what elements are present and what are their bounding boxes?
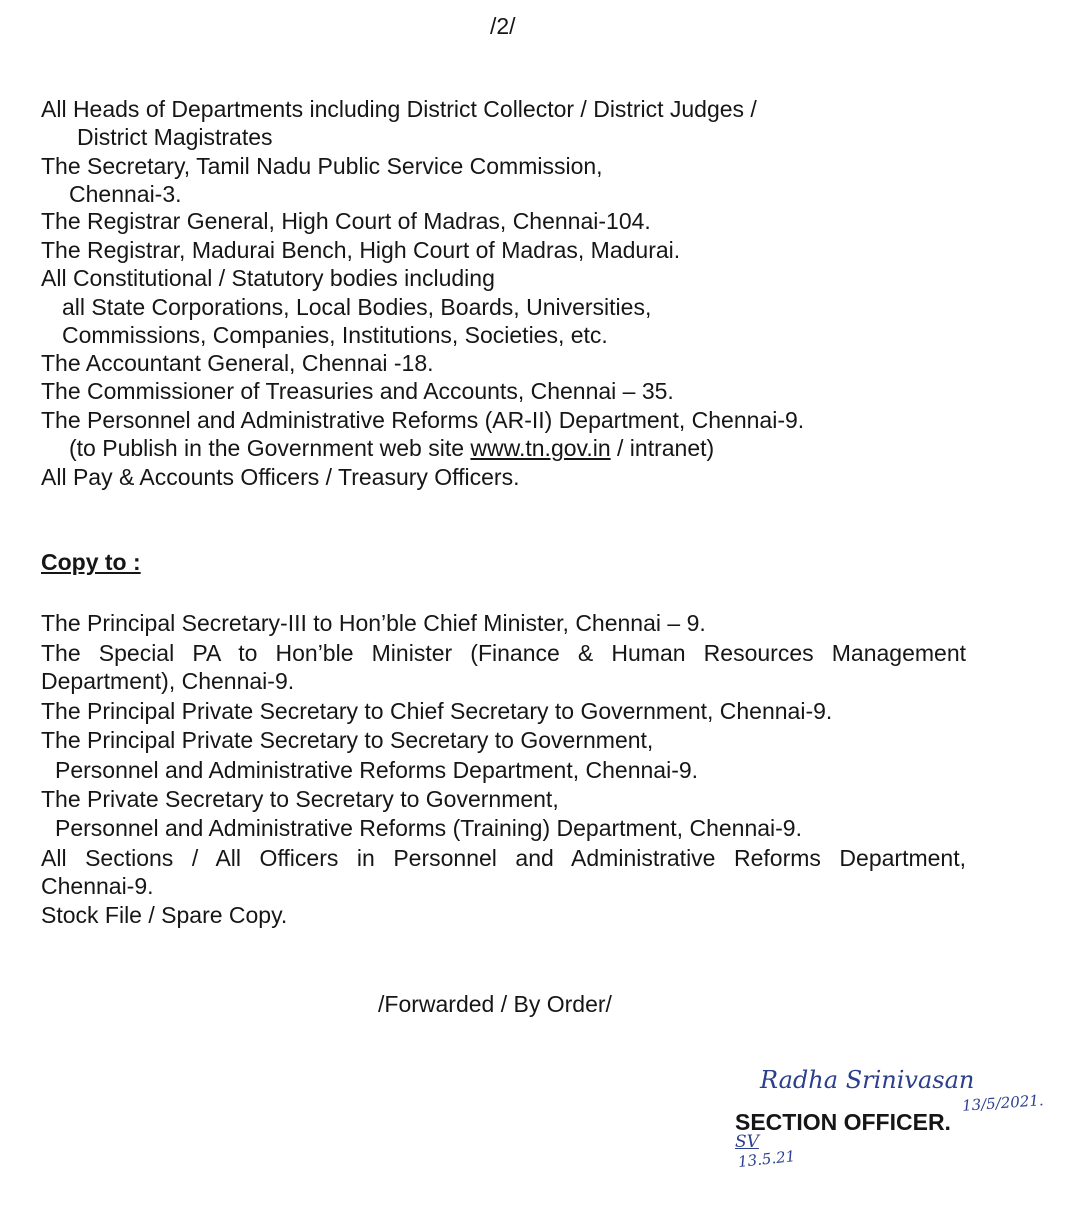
- copy-to-heading: Copy to :: [41, 549, 141, 575]
- handwritten-signature: Radha Srinivasan: [760, 1066, 975, 1094]
- address-line: The Commissioner of Treasuries and Accounts, Chennai – 35.: [41, 378, 674, 404]
- address-line: Commissions, Companies, Institutions, Societies, etc.: [62, 322, 608, 348]
- address-line: The Accountant General, Chennai -18.: [41, 350, 434, 376]
- forwarded-by-order: /Forwarded / By Order/: [378, 991, 612, 1017]
- copy-line: All Sections / All Officers in Personnel and Administrative Reforms Department,: [41, 845, 966, 871]
- address-line: All Constitutional / Statutory bodies including: [41, 265, 495, 291]
- address-line: All Heads of Departments including District Collector / District Judges /: [41, 96, 757, 122]
- copy-line: The Principal Private Secretary to Secretary to Government,: [41, 727, 654, 753]
- copy-line: Personnel and Administrative Reforms (Training) Department, Chennai-9.: [55, 815, 802, 841]
- handwritten-initials: SV: [735, 1132, 759, 1152]
- address-line: Chennai-3.: [69, 181, 182, 207]
- copy-line: The Private Secretary to Secretary to Government,: [41, 786, 559, 812]
- address-line: all State Corporations, Local Bodies, Boards, Universities,: [62, 294, 652, 320]
- copy-line: The Special PA to Hon’ble Minister (Finance & Human Resources Management: [41, 640, 966, 666]
- address-line: The Secretary, Tamil Nadu Public Service Commission,: [41, 153, 603, 179]
- address-line: The Registrar General, High Court of Madras, Chennai-104.: [41, 208, 651, 234]
- address-line: The Personnel and Administrative Reforms (AR-II) Department, Chennai-9.: [41, 407, 805, 433]
- publish-note: (to Publish in the Government web site www.tn.gov.in / intranet): [69, 435, 715, 461]
- copy-line: Department), Chennai-9.: [41, 668, 295, 694]
- section-officer-title: SECTION OFFICER.: [735, 1109, 951, 1135]
- page-number: /2/: [490, 13, 516, 39]
- handwritten-initials-date: 13.5.21: [737, 1147, 797, 1171]
- website-link[interactable]: www.tn.gov.in: [470, 435, 611, 461]
- copy-line: Chennai-9.: [41, 873, 154, 899]
- handwritten-date: 13/5/2021.: [961, 1091, 1045, 1115]
- address-line: All Pay & Accounts Officers / Treasury Officers.: [41, 464, 520, 490]
- copy-line: Stock File / Spare Copy.: [41, 902, 288, 928]
- address-line: District Magistrates: [77, 124, 273, 150]
- copy-line: The Principal Private Secretary to Chief Secretary to Government, Chennai-9.: [41, 698, 833, 724]
- copy-line: Personnel and Administrative Reforms Department, Chennai-9.: [55, 757, 699, 783]
- address-line: The Registrar, Madurai Bench, High Court of Madras, Madurai.: [41, 237, 681, 263]
- copy-line: The Principal Secretary-III to Hon’ble Chief Minister, Chennai – 9.: [41, 610, 706, 636]
